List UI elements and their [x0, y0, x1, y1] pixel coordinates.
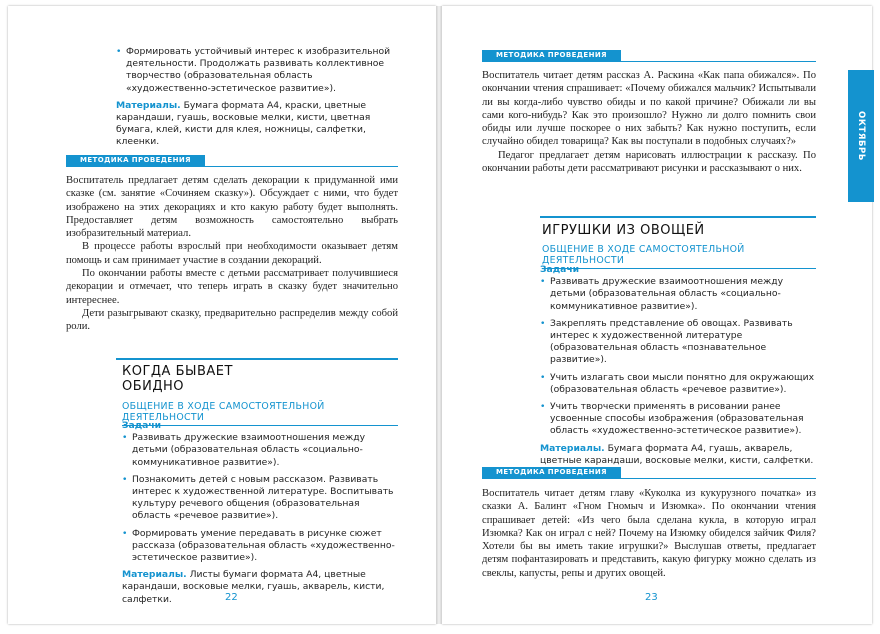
method-label: МЕТОДИКА ПРОВЕДЕНИЯ: [482, 467, 621, 478]
method-bar-left: [66, 155, 398, 167]
method-paragraph: Педагог предлагает детям нарисовать иллюстрации к рассказу. По окончании работы дети рассматривают рисунки и рассказывают о них.: [482, 149, 816, 175]
materials-label: Материалы.: [116, 99, 181, 111]
method-paragraph: В процессе работы взрослый при необходимости оказывает детям помощь и сам принимает участие в создании декораций.: [66, 241, 398, 266]
right-tasks: [540, 264, 816, 467]
method-paragraph: Воспитатель предлагает детям сделать декорации к придуманной ими сказке (см. занятие «Сочиняем сказку»). Обсуждает с ними, что будет изображено на этих декорациях и кто какую работу будет выполнять. Предоставляет детям возможность самостоятельно выбрать изобразительный материал.: [66, 175, 398, 240]
method-paragraph: Воспитатель читает детям главу «Куколка из кукурузного початка» из сказки А. Балинт «Гном Гномыч и Изюмка». По окончании чтения спрашивает детей: «Из чего была сделана кукла, в которую играл Изюмка? Как он играл с ней? Почему на Изюмку обиделся зайчик Филя? Хотели бы вы иметь такие игрушки?» Выслушав ответы, предлагает детям пофантазировать и представить, какую фигурку можно сделать из свеклы, капусты, репы и других овощей.: [482, 488, 816, 579]
materials-label: Материалы.: [122, 569, 187, 581]
topic-title-line: ОБИДНО: [122, 379, 185, 394]
materials-block: [540, 443, 816, 467]
tasks-label: Задачи: [540, 264, 580, 275]
page-number-left: 22: [225, 592, 238, 603]
materials-text: Бумага формата А4, гуашь, акварель, цветные карандаши, восковые мелки, кисти, салфетки.: [540, 442, 814, 466]
topic-rule: [540, 216, 816, 218]
page-number-right: 23: [645, 592, 658, 603]
method-paragraph: По окончании работы вместе с детьми рассматривает получившиеся декорации и отмечает, что теперь играть в сказку будет значительно интереснее.: [66, 268, 398, 306]
book-fold: [436, 6, 442, 624]
method-label: МЕТОДИКА ПРОВЕДЕНИЯ: [482, 50, 621, 61]
method-paragraph: Дети разыгрывают сказку, предварительно распределив между собой роли.: [66, 307, 398, 333]
method-bar-right-2: [482, 467, 816, 479]
task-item: • Развивать дружеские взаимоотношения между детьми (образовательная область «социально-коммуникативное развитие»).: [122, 432, 398, 469]
materials-text: Листы бумаги формата А4, цветные карандаши, восковые мелки, гуашь, акварель, кисти, салфетки.: [122, 569, 385, 605]
topic-title: [122, 364, 233, 394]
intro-bullet: • Формировать устойчивый интерес к изобразительной деятельности. Продолжать развивать коллективное творчество (образовательная область «художественно-эстетическое развитие»).: [116, 46, 398, 95]
left-method-text: [66, 174, 398, 334]
materials-block: [116, 100, 398, 149]
materials-block: [122, 569, 398, 606]
method-bar-right: [482, 50, 816, 62]
topic-subtitle: ОБЩЕНИЕ В ХОДЕ САМОСТОЯТЕЛЬНОЙ ДЕЯТЕЛЬНОСТИ: [542, 244, 816, 269]
right-method2-text: [482, 487, 816, 580]
topic-subtitle: ОБЩЕНИЕ В ХОДЕ САМОСТОЯТЕЛЬНОЙ ДЕЯТЕЛЬНОСТИ: [122, 401, 398, 426]
materials-label: Материалы.: [540, 442, 605, 454]
task-item: • Познакомить детей с новым рассказом. Развивать интерес к художественной литературе. Воспитывать культуру речевого общения (образовательная область «речевое развитие»).: [122, 474, 398, 523]
tasks-label: Задачи: [122, 420, 162, 431]
task-item: • Развивать дружеские взаимоотношения между детьми (образовательная область «социально-коммуникативное развитие»).: [540, 276, 816, 313]
right-method-text: [482, 69, 816, 175]
left-intro: [116, 46, 398, 149]
topic-rule: [116, 358, 398, 360]
topic-title-line: КОГДА БЫВАЕТ: [122, 364, 233, 379]
method-paragraph: Воспитатель читает детям рассказ А. Раскина «Как папа обижался». По окончании чтения спрашивает: «Почему обижался мальчик? Испытывали ли вы когда-либо чувство обиды и по какой причине? Обижали ли вы сами кого-нибудь? Как это произошло? Нужно ли долго помнить свои обиды или лучше поскорее о них забыть? Как нужно поступить, если случайно обидел товарища? Как вы поступали в подобных случаях?»: [482, 70, 816, 148]
method-label: МЕТОДИКА ПРОВЕДЕНИЯ: [66, 155, 205, 166]
left-tasks: [122, 420, 398, 606]
task-item: • Учить излагать свои мысли понятно для окружающих (образовательная область «речевое развитие»).: [540, 372, 816, 396]
topic-title: ИГРУШКИ ИЗ ОВОЩЕЙ: [542, 223, 705, 238]
month-tab: [848, 70, 874, 202]
task-item: • Учить творчески применять в рисовании ранее усвоенные способы изображения (образовательная область «художественно-эстетическое развитие»).: [540, 401, 816, 438]
task-item: • Закреплять представление об овощах. Развивать интерес к художественной литературе (образовательная область «познавательное развитие»).: [540, 318, 816, 367]
month-tab-label: ОКТЯБРЬ: [856, 111, 866, 161]
materials-text: Бумага формата А4, краски, цветные карандаши, гуашь, восковые мелки, кисти, цветная бумага, клей, кисти для клея, ножницы, салфетки, клеенки.: [116, 99, 371, 148]
task-item: • Формировать умение передавать в рисунке сюжет рассказа (образовательная область «художественно-эстетическое развитие»).: [122, 528, 398, 565]
